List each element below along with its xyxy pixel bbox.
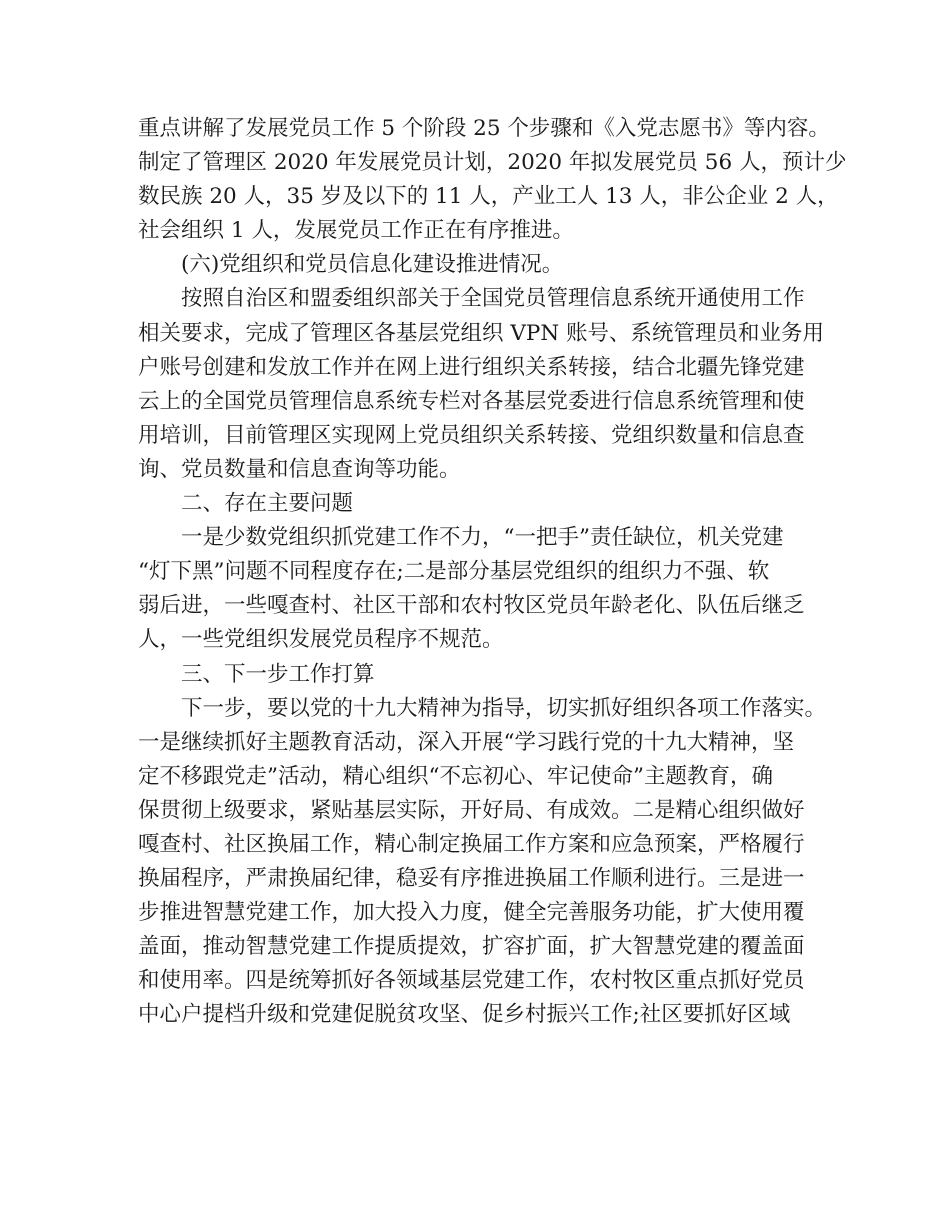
text-line: “灯下黑”问题不同程度存在;二是部分基层党组织的组织力不强、软 [138,559,770,585]
body-text [138,112,847,1033]
text-line: 一是少数党组织抓党建工作不力，“一把手”责任缺位，机关党建 [181,525,784,551]
text-line: 二、存在主要问题 [181,491,354,517]
text-line: 云上的全国党员管理信息系统专栏对各基层党委进行信息系统管理和使 [138,388,805,414]
text-line: (六)党组织和党员信息化建设推进情况。 [181,252,564,278]
text-line: 社会组织 1 人，发展党员工作正在有序推进。 [138,218,574,244]
text-line: 保贯彻上级要求，紧贴基层实际，开好局、有成效。二是精心组织做好 [138,797,805,823]
text-line: 用培训，目前管理区实现网上党员组织关系转接、党组织数量和信息查 [138,422,805,448]
text-line: 人，一些党组织发展党员程序不规范。 [138,627,504,653]
text-line: 和使用率。四是统筹抓好各领域基层党建工作，农村牧区重点抓好党员 [138,968,805,994]
text-line: 嘎查村、社区换届工作，精心制定换届工作方案和应急预案，严格履行 [138,831,805,857]
text-line: 中心户提档升级和党建促脱贫攻坚、促乡村振兴工作;社区要抓好区域 [138,1002,791,1028]
text-line: 三、下一步工作打算 [181,661,375,687]
text-line: 定不移跟党走”活动，精心组织“不忘初心、牢记使命”主题教育，确 [138,763,773,789]
text-line: 户账号创建和发放工作并在网上进行组织关系转接，结合北疆先锋党建 [138,354,805,380]
text-line: 弱后进，一些嘎查村、社区干部和农村牧区党员年龄老化、队伍后继乏 [138,593,805,619]
text-line: 步推进智慧党建工作，加大投入力度，健全完善服务功能，扩大使用覆 [138,900,805,926]
text-line: 制定了管理区 2020 年发展党员计划，2020 年拟发展党员 56 人，预计少 [138,150,847,176]
text-line: 下一步，要以党的十九大精神为指导，切实抓好组织各项工作落实。 [181,695,827,721]
text-line: 相关要求，完成了管理区各基层党组织 VPN 账号、系统管理员和业务用 [138,320,824,346]
text-line: 一是继续抓好主题教育活动，深入开展“学习践行党的十九大精神，坚 [138,729,794,755]
text-line: 换届程序，严肃换届纪律，稳妥有序推进换届工作顺利进行。三是进一 [138,866,805,892]
text-line: 询、党员数量和信息查询等功能。 [138,456,461,482]
text-line: 数民族 20 人，35 岁及以下的 11 人，产业工人 13 人，非公企业 2 人， [138,184,839,210]
text-line: 盖面，推动智慧党建工作提质提效，扩容扩面，扩大智慧党建的覆盖面 [138,934,805,960]
text-line: 重点讲解了发展党员工作 5 个阶段 25 个步骤和《入党志愿书》等内容。 [138,116,830,141]
text-line: 按照自治区和盟委组织部关于全国党员管理信息系统开通使用工作 [181,286,805,312]
